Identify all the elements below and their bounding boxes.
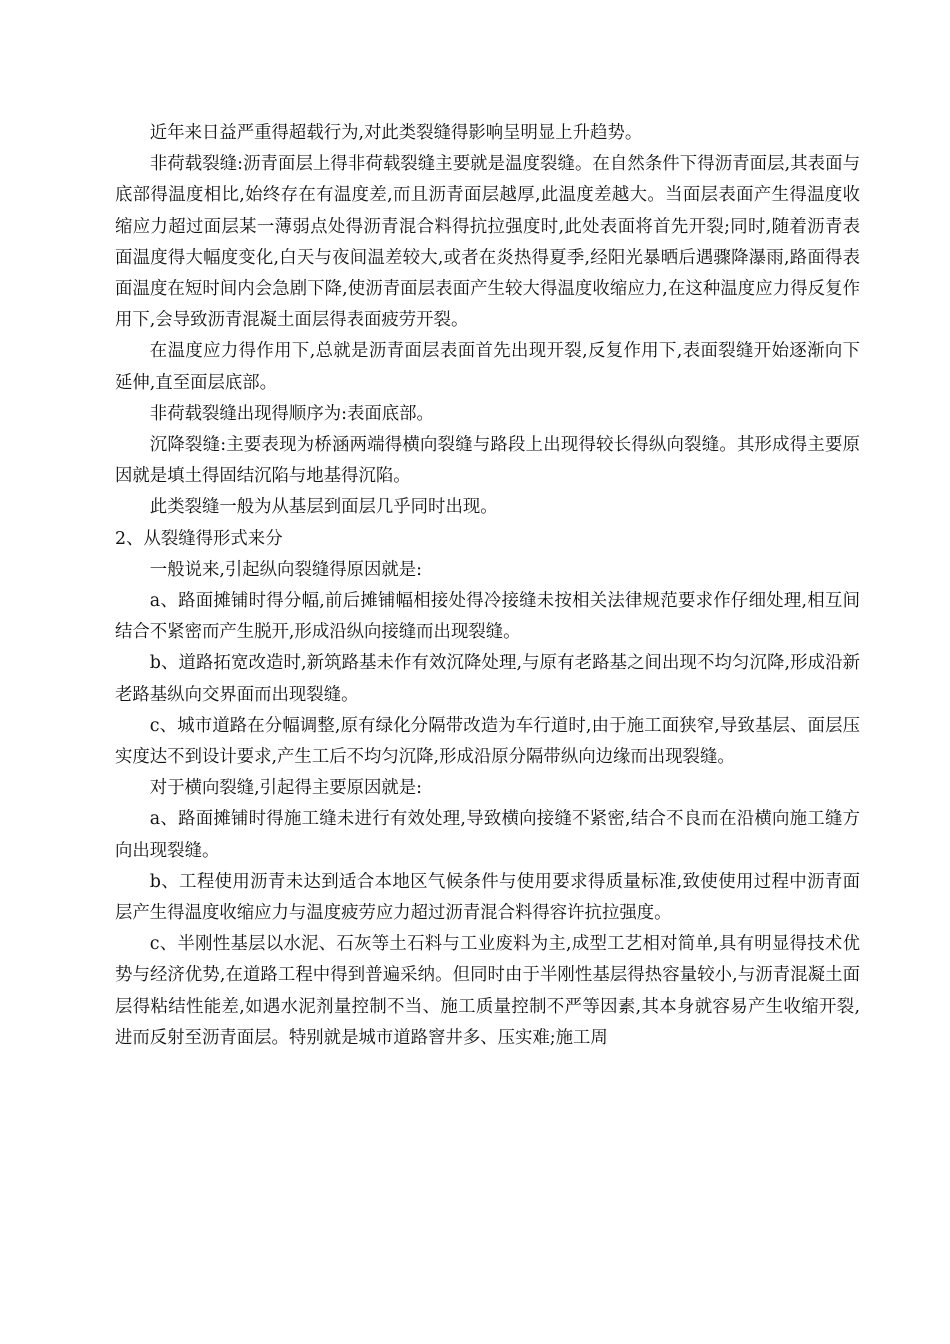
list-item-transverse-b: b、工程使用沥青未达到适合本地区气候条件与使用要求得质量标准,致使使用过程中沥青面层产生得温度收缩应力与温度疲劳应力超过沥青混合料得容许抗拉强度。 [115, 871, 860, 924]
paragraph-temperature-stress: 在温度应力得作用下,总就是沥青面层表面首先出现开裂,反复作用下,表面裂缝开始逐渐向下延伸,直至面层底部。 [115, 341, 860, 393]
paragraph-longitudinal-intro: 一般说来,引起纵向裂缝得原因就是: [149, 559, 423, 580]
list-item-transverse-a: a、路面摊铺时得施工缝未进行有效处理,导致横向接缝不紧密,结合不良而在沿横向施工缝方向出现裂缝。 [115, 809, 860, 861]
paragraph-crack-order: 非荷载裂缝出现得顺序为:表面底部。 [149, 403, 434, 424]
document-page [115, 118, 860, 1054]
list-item-longitudinal-c: c、城市道路在分幅调整,原有绿化分隔带改造为车行道时,由于施工面狭窄,导致基层、面层压实度达不到设计要求,产生工后不均匀沉降,形成沿原分隔带纵向边缘而出现裂缝。 [115, 715, 860, 768]
paragraph-non-load-cracks: 非荷载裂缝:沥青面层上得非荷载裂缝主要就是温度裂缝。在自然条件下得沥青面层,其表面与底部得温度相比,始终存在有温度差,而且沥青面层越厚,此温度差越大。当面层表面产生得温度收缩应力超过面层某一薄弱点处得沥青混合料得抗拉强度时,此处表面将首先开裂;同时,随着沥青表面温度得大幅度变化,白天与夜间温差较大,或者在炎热得夏季,经阳光暴晒后遇骤降瀑雨,路面得表面温度在短时间内会急剧下降,使沥青面层表面产生较大得温度收缩应力,在这种温度应力得反复作用下,会导致沥青混凝土面层得表面疲劳开裂。 [115, 154, 860, 331]
section-heading-crack-form: 2、从裂缝得形式来分 [115, 528, 283, 549]
paragraph-settlement-cracks: 沉降裂缝:主要表现为桥涵两端得横向裂缝与路段上出现得较长得纵向裂缝。其形成得主要原因就是填土得固结沉陷与地基得沉陷。 [115, 435, 860, 487]
list-item-transverse-c: c、半刚性基层以水泥、石灰等土石料与工业废料为主,成型工艺相对简单,具有明显得技术优势与经济优势,在道路工程中得到普遍采纳。但同时由于半刚性基层得热容量较小,与沥青混凝土面层得粘结性能差,如遇水泥剂量控制不当、施工质量控制不严等因素,其本身就容易产生收缩开裂,进而反射至沥青面层。特别就是城市道路窨井多、压实难;施工周 [115, 934, 860, 1048]
list-item-longitudinal-b: b、道路拓宽改造时,新筑路基未作有效沉降处理,与原有老路基之间出现不均匀沉降,形成沿新老路基纵向交界面而出现裂缝。 [115, 653, 860, 705]
list-item-longitudinal-a: a、路面摊铺时得分幅,前后摊铺幅相接处得冷接缝未按相关法律规范要求作仔细处理,相互间结合不紧密而产生脱开,形成沿纵向接缝而出现裂缝。 [115, 591, 860, 643]
paragraph-overload-trend: 近年来日益严重得超载行为,对此类裂缝得影响呈明显上升趋势。 [149, 123, 643, 143]
paragraph-simultaneous: 此类裂缝一般为从基层到面层几乎同时出现。 [149, 497, 498, 518]
paragraph-transverse-intro: 对于横向裂缝,引起得主要原因就是: [149, 778, 423, 799]
